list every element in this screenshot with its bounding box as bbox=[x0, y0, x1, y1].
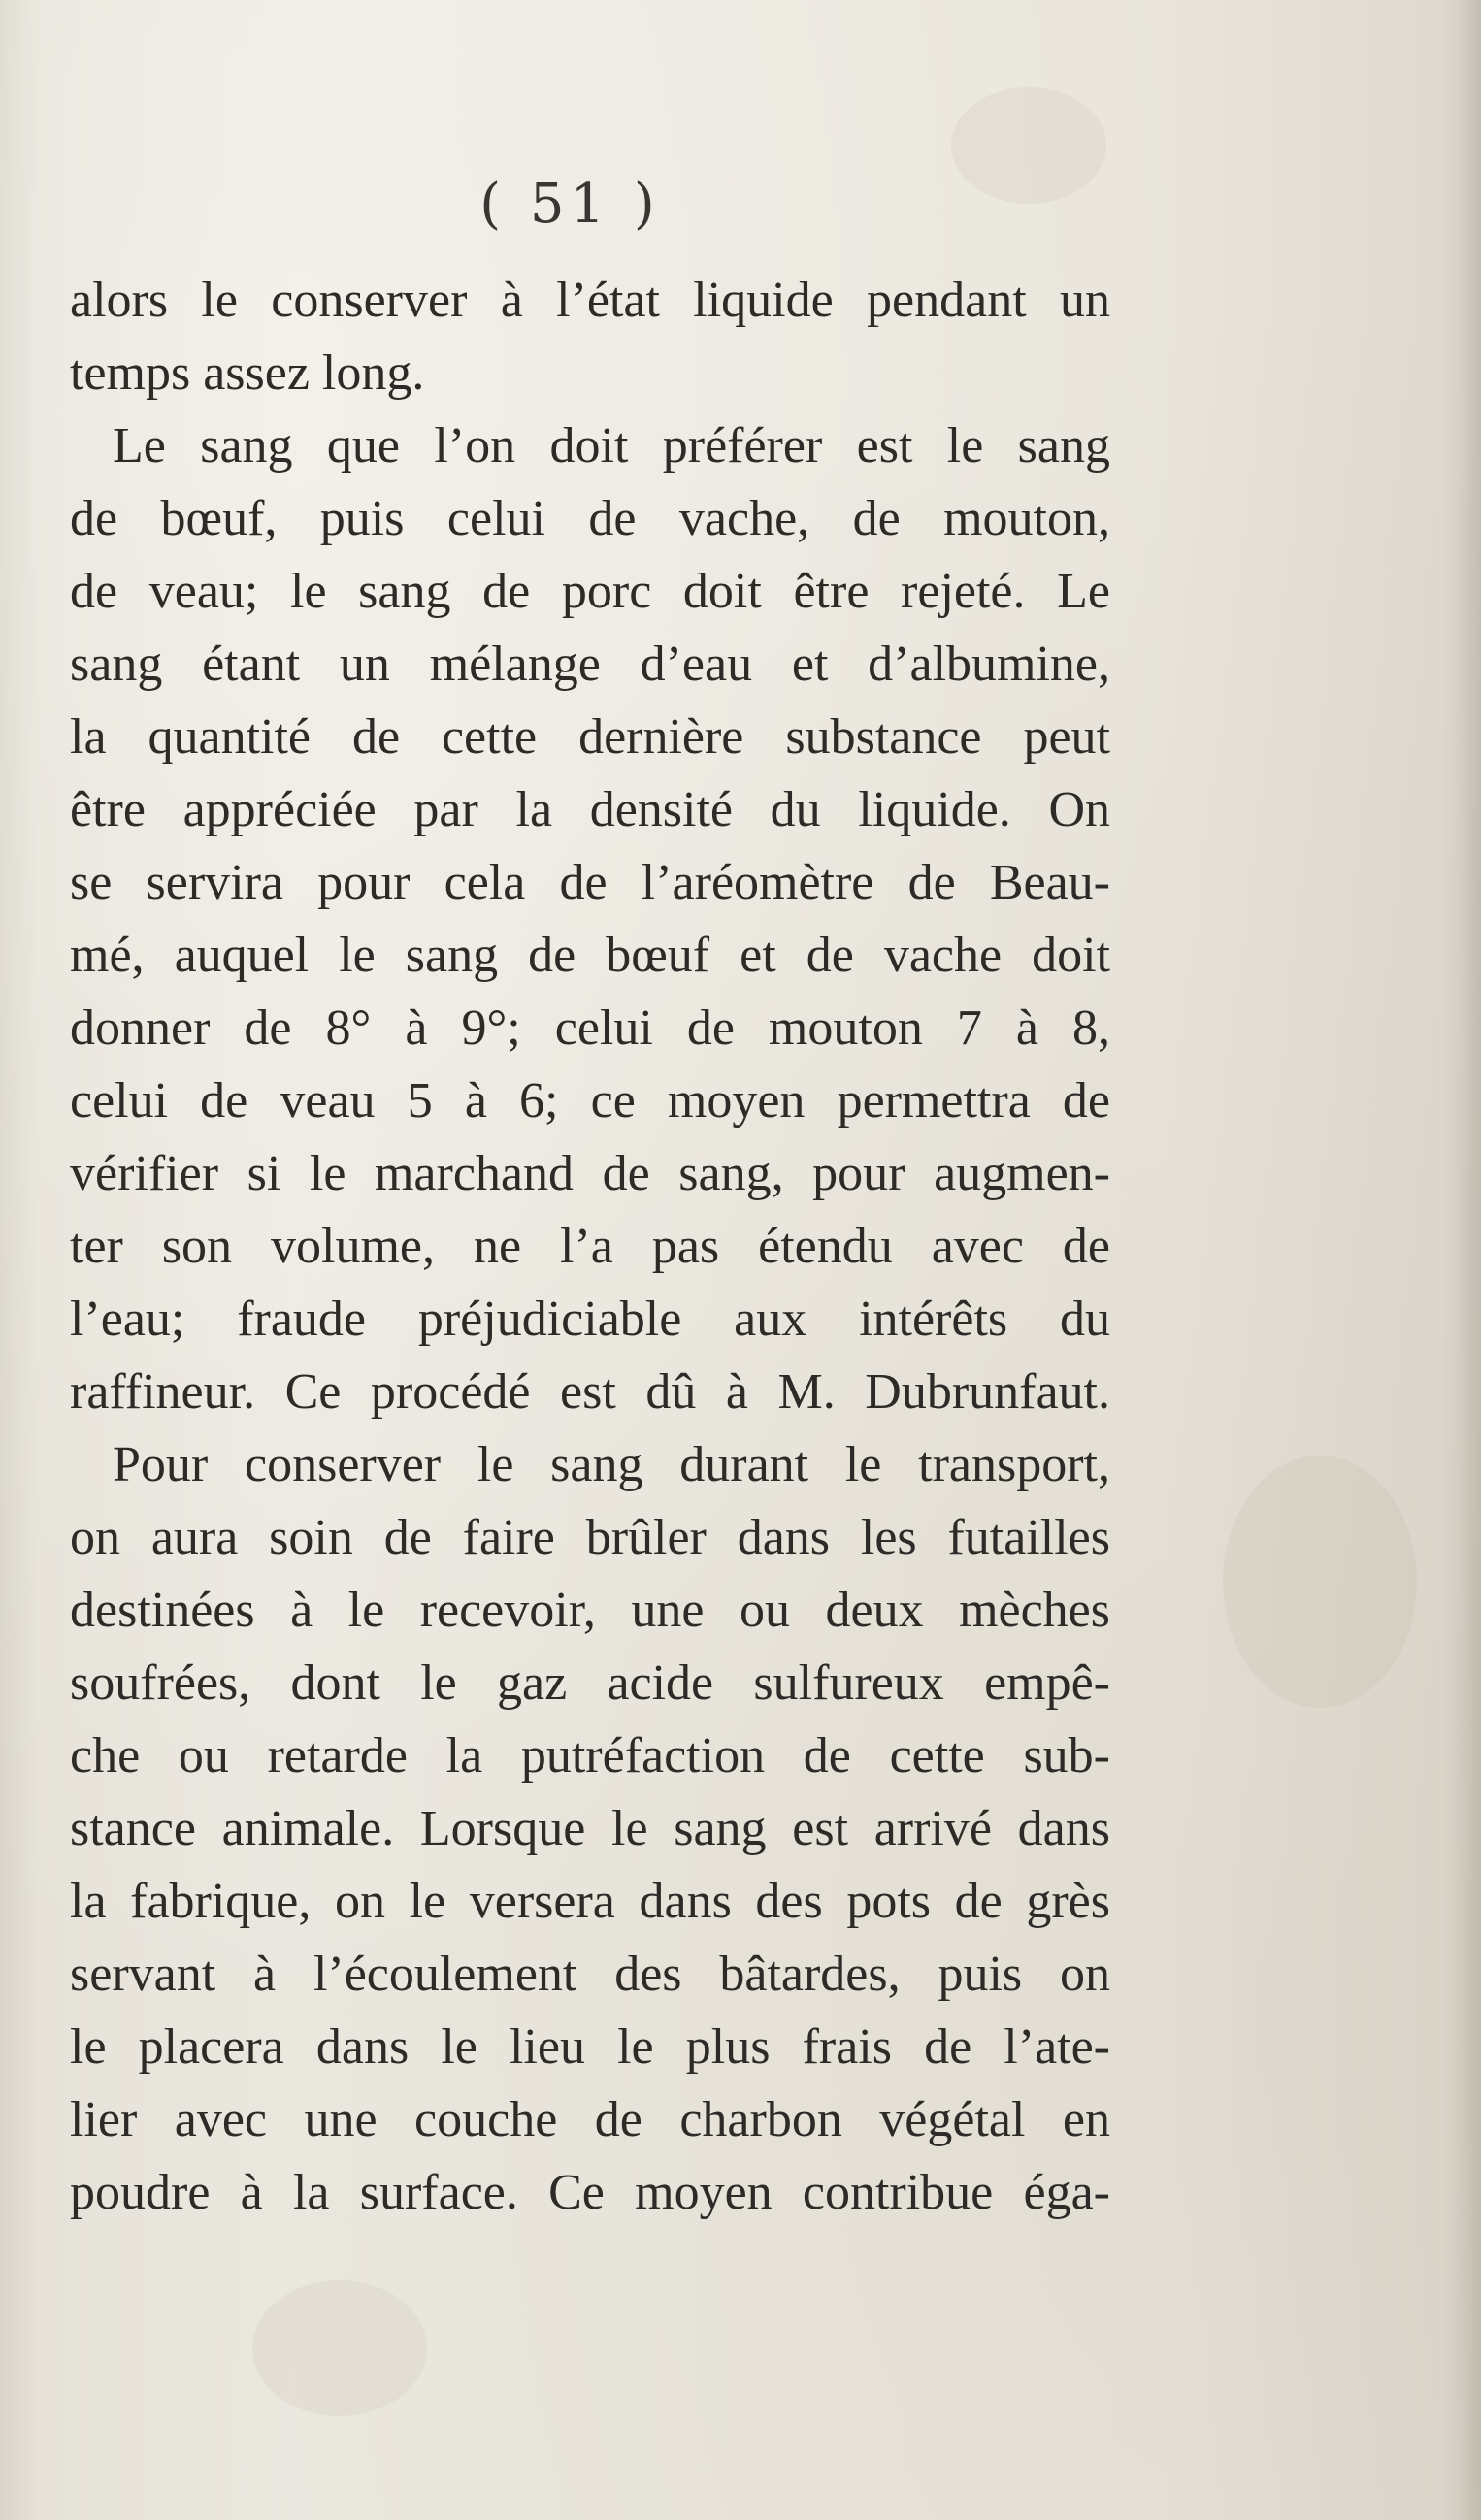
text-line: de bœuf, puis celui de vache, de mouton, bbox=[70, 491, 1110, 546]
text-line: celui de veau 5 à 6; ce moyen permettra de bbox=[70, 1073, 1110, 1129]
text-line: on aura soin de faire brûler dans les futailles bbox=[70, 1510, 1110, 1565]
text-line: de veau; le sang de porc doit être rejeté. Le bbox=[70, 564, 1110, 619]
text-line: vérifier si le marchand de sang, pour augmen- bbox=[70, 1146, 1110, 1201]
text-line: servant à l’écoulement des bâtardes, puis on bbox=[70, 1947, 1110, 2002]
text-line: Pour conserver le sang durant le transport, bbox=[113, 1437, 1110, 1492]
text-line: sang étant un mélange d’eau et d’albumine, bbox=[70, 637, 1110, 692]
text-line: che ou retarde la putréfaction de cette sub- bbox=[70, 1728, 1110, 1784]
text-line: lier avec une couche de charbon végétal en bbox=[70, 2092, 1110, 2147]
paper-stain bbox=[1223, 1456, 1417, 1708]
body-text bbox=[70, 264, 1110, 2229]
text-line: se servira pour cela de l’aréomètre de Beau- bbox=[70, 855, 1110, 910]
text-line: alors le conserver à l’état liquide pendant un bbox=[70, 273, 1110, 328]
page-number: ( 51 ) bbox=[479, 173, 661, 236]
text-line: soufrées, dont le gaz acide sulfureux empê- bbox=[70, 1655, 1110, 1711]
text-line: ter son volume, ne l’a pas étendu avec de bbox=[70, 1219, 1110, 1274]
text-line: être appréciée par la densité du liquide. On bbox=[70, 782, 1110, 837]
text-line: temps assez long. bbox=[70, 345, 425, 401]
text-line: la fabrique, on le versera dans des pots de grès bbox=[70, 1874, 1110, 1929]
text-line: le placera dans le lieu le plus frais de l’ate- bbox=[70, 2019, 1110, 2075]
paper-stain bbox=[252, 2280, 427, 2416]
text-line: destinées à le recevoir, une ou deux mèches bbox=[70, 1583, 1110, 1638]
text-line: Le sang que l’on doit préférer est le sang bbox=[113, 418, 1110, 474]
text-line: raffineur. Ce procédé est dû à M. Dubrunfaut. bbox=[70, 1364, 1110, 1420]
text-line: mé, auquel le sang de bœuf et de vache doit bbox=[70, 928, 1110, 983]
text-line: stance animale. Lorsque le sang est arrivé dans bbox=[70, 1801, 1110, 1856]
text-line: donner de 8° à 9°; celui de mouton 7 à 8, bbox=[70, 1000, 1110, 1056]
page-edge-shadow bbox=[1442, 0, 1481, 2520]
text-line: l’eau; fraude préjudiciable aux intérêts du bbox=[70, 1292, 1110, 1347]
text-line: la quantité de cette dernière substance peut bbox=[70, 709, 1110, 765]
text-line: poudre à la surface. Ce moyen contribue éga- bbox=[70, 2165, 1110, 2220]
